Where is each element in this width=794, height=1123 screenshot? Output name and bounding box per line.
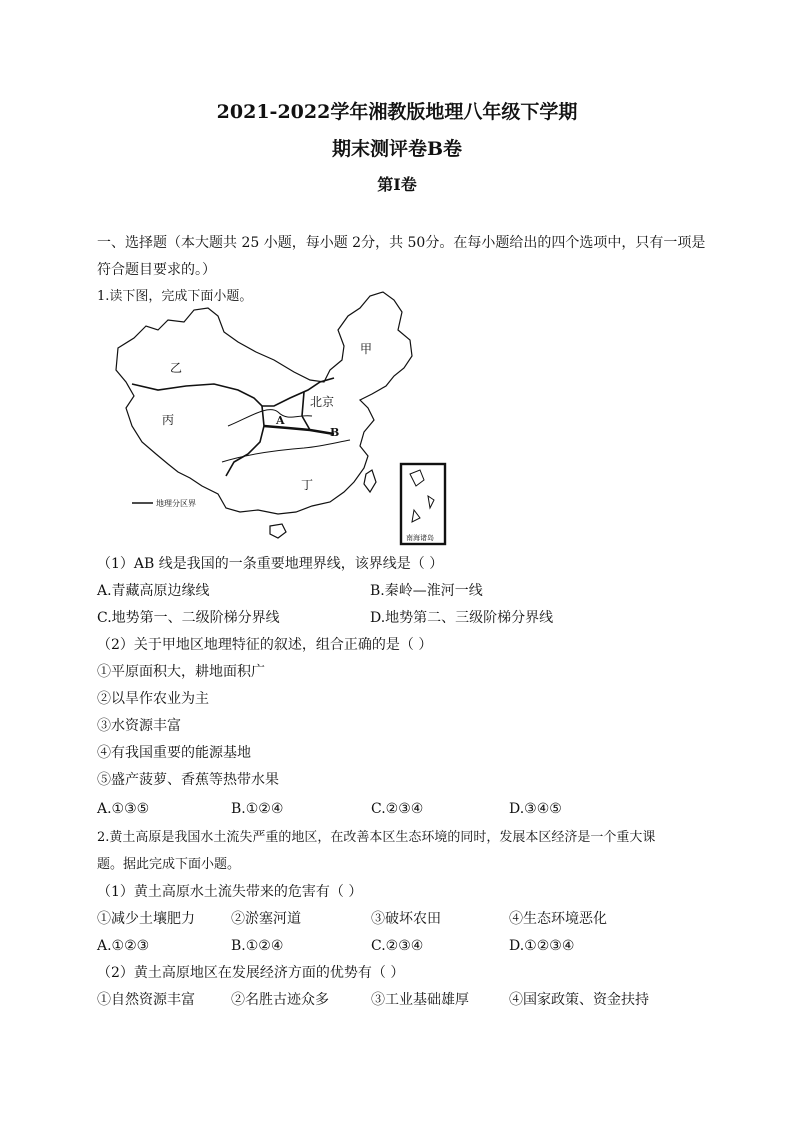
q1-sub2-item: ②以旱作农业为主 [97, 691, 209, 707]
q1-sub1-stem: （1）AB 线是我国的一条重要地理界线，该界线是（ ） [97, 556, 444, 572]
q1-sub2-option-c: C.②③④ [371, 801, 424, 817]
q2-sub1-item: ③破坏农田 [371, 911, 441, 927]
exam-subtitle: 期末测评卷B卷 [331, 138, 463, 160]
city-label-beijing: 北京 [310, 395, 335, 409]
q2-sub1-option-b: B.①②④ [231, 938, 284, 954]
region-label-jia: 甲 [360, 342, 373, 356]
point-label-a: A [276, 414, 285, 427]
q1-sub2-item: ①平原面积大，耕地面积广 [97, 664, 265, 680]
q2-sub1-option-a: A.①②③ [97, 938, 150, 954]
q2-sub2-item: ②名胜古迹众多 [231, 992, 329, 1008]
region-boundary [226, 406, 264, 476]
q2-sub1-item: ④生态环境恶化 [509, 911, 607, 927]
question-1-stem: 1.读下图，完成下面小题。 [97, 289, 253, 304]
q2-sub1-item: ②淤塞河道 [231, 911, 301, 927]
inset-label: 南海诸岛 [406, 534, 434, 542]
section-heading: 第Ⅰ卷 [377, 175, 417, 194]
q2-sub1-option-c: C.②③④ [371, 938, 424, 954]
q2-sub2-item: ③工业基础雄厚 [371, 992, 469, 1008]
china-outline [116, 292, 412, 514]
south-china-sea-inset [401, 464, 445, 544]
q2-sub2-item: ①自然资源丰富 [97, 992, 195, 1008]
region-label-ding: 丁 [301, 478, 314, 492]
q1-sub2-stem: （2）关于甲地区地理特征的叙述，组合正确的是（ ） [97, 637, 433, 653]
ab-line [264, 426, 334, 434]
instructions-line-1: 一、选择题（本大题共 25 小题，每小题 2分，共 50分。在每小题给出的四个选项中，只有一项是 [97, 235, 706, 251]
exam-title: 2021-2022学年湘教版地理八年级下学期 [216, 101, 578, 123]
legend-label: 地理分区界 [156, 499, 196, 508]
q2-sub1-item: ①减少土壤肥力 [97, 911, 195, 927]
china-map-figure [98, 286, 486, 550]
q2-sub1-option-d: D.①②③④ [509, 938, 575, 954]
q1-sub2-option-a: A.①③⑤ [97, 801, 150, 817]
q1-sub1-option-a: A.青藏高原边缘线 [97, 583, 210, 599]
q1-sub1-option-b: B.秦岭—淮河一线 [370, 583, 483, 599]
q1-sub1-option-d: D.地势第二、三级阶梯分界线 [370, 610, 554, 626]
q2-sub2-item: ④国家政策、资金扶持 [509, 992, 649, 1008]
q1-sub1-option-c: C.地势第一、二级阶梯分界线 [97, 610, 280, 626]
region-label-yi: 乙 [170, 361, 183, 375]
question-2-stem-line-2: 题。据此完成下面小题。 [97, 857, 241, 872]
question-2-stem-line-1: 2.黄土高原是我国水土流失严重的地区，在改善本区生态环境的同时，发展本区经济是一个重大课 [97, 830, 656, 845]
point-label-b: B [330, 426, 340, 439]
q2-sub1-stem: （1）黄土高原水土流失带来的危害有（ ） [97, 884, 363, 900]
region-label-bing: 丙 [162, 413, 175, 427]
q2-sub2-stem: （2）黄土高原地区在发展经济方面的优势有（ ） [97, 965, 405, 981]
instructions-line-2: 符合题目要求的。） [97, 262, 216, 278]
q1-sub2-item: ③水资源丰富 [97, 718, 181, 734]
q1-sub2-option-d: D.③④⑤ [509, 801, 562, 817]
q1-sub2-item: ⑤盛产菠萝、香蕉等热带水果 [97, 772, 279, 788]
q1-sub2-option-b: B.①②④ [231, 801, 284, 817]
q1-sub2-item: ④有我国重要的能源基地 [97, 745, 251, 761]
